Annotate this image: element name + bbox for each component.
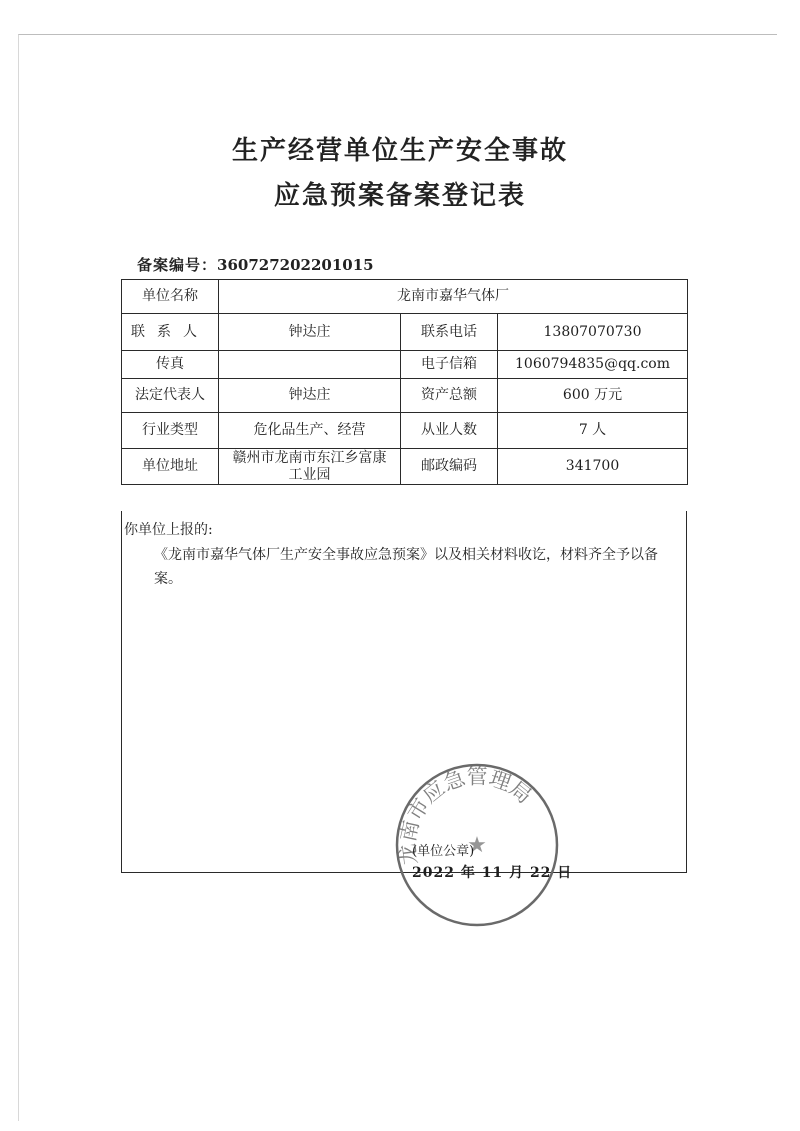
employees-label: 从业人数 — [401, 413, 498, 449]
assets-value: 600 万元 — [498, 379, 688, 413]
record-number-row — [137, 254, 374, 275]
industry-value: 危化品生产、经营 — [219, 413, 401, 449]
unit-name-label: 单位名称 — [122, 280, 219, 314]
assets-label: 资产总额 — [401, 379, 498, 413]
phone-label: 联系电话 — [401, 314, 498, 351]
table-row — [122, 351, 688, 379]
address-line2: 工业园 — [288, 466, 331, 483]
seal-text: 龙南市应急管理局 — [395, 764, 537, 867]
employees-value: 7 人 — [498, 413, 688, 449]
registration-table — [121, 279, 688, 485]
record-number-label: 备案编号： — [137, 256, 218, 274]
seal-label: (单位公章) — [412, 844, 475, 859]
industry-label: 行业类型 — [122, 413, 219, 449]
fax-value — [219, 351, 401, 379]
email-value: 1060794835@qq.com — [498, 351, 688, 379]
fax-label: 传真 — [122, 351, 219, 379]
filing-date: 2022 年 11 月 22 日 — [412, 865, 573, 881]
seal-star-icon: ★ — [467, 833, 487, 858]
memo-body: 《龙南市嘉华气体厂生产安全事故应急预案》以及相关材料收讫，材料齐全予以备案。 — [154, 547, 658, 587]
contact-label: 联系人 — [122, 314, 219, 351]
address-line1: 赣州市龙南市东江乡富康 — [232, 449, 387, 466]
form-title-line1: 生产经营单位生产安全事故 — [231, 136, 568, 166]
table-row — [122, 314, 688, 351]
legal-rep-label: 法定代表人 — [122, 379, 219, 413]
table-row — [122, 413, 688, 449]
unit-name-value: 龙南市嘉华气体厂 — [219, 280, 688, 314]
table-row — [122, 449, 688, 485]
table-row — [122, 280, 688, 314]
legal-rep-value: 钟达庄 — [219, 379, 401, 413]
postcode-value: 341700 — [498, 449, 688, 485]
memo-intro: 你单位上报的: — [124, 522, 213, 538]
phone-value: 13807070730 — [498, 314, 688, 351]
table-row — [122, 379, 688, 413]
email-label: 电子信箱 — [401, 351, 498, 379]
postcode-label: 邮政编码 — [401, 449, 498, 485]
record-number-value: 360727202201015 — [217, 256, 374, 274]
form-title-line2: 应急预案备案登记表 — [273, 181, 526, 211]
contact-value: 钟达庄 — [219, 314, 401, 351]
address-value — [219, 449, 401, 485]
address-label: 单位地址 — [122, 449, 219, 485]
